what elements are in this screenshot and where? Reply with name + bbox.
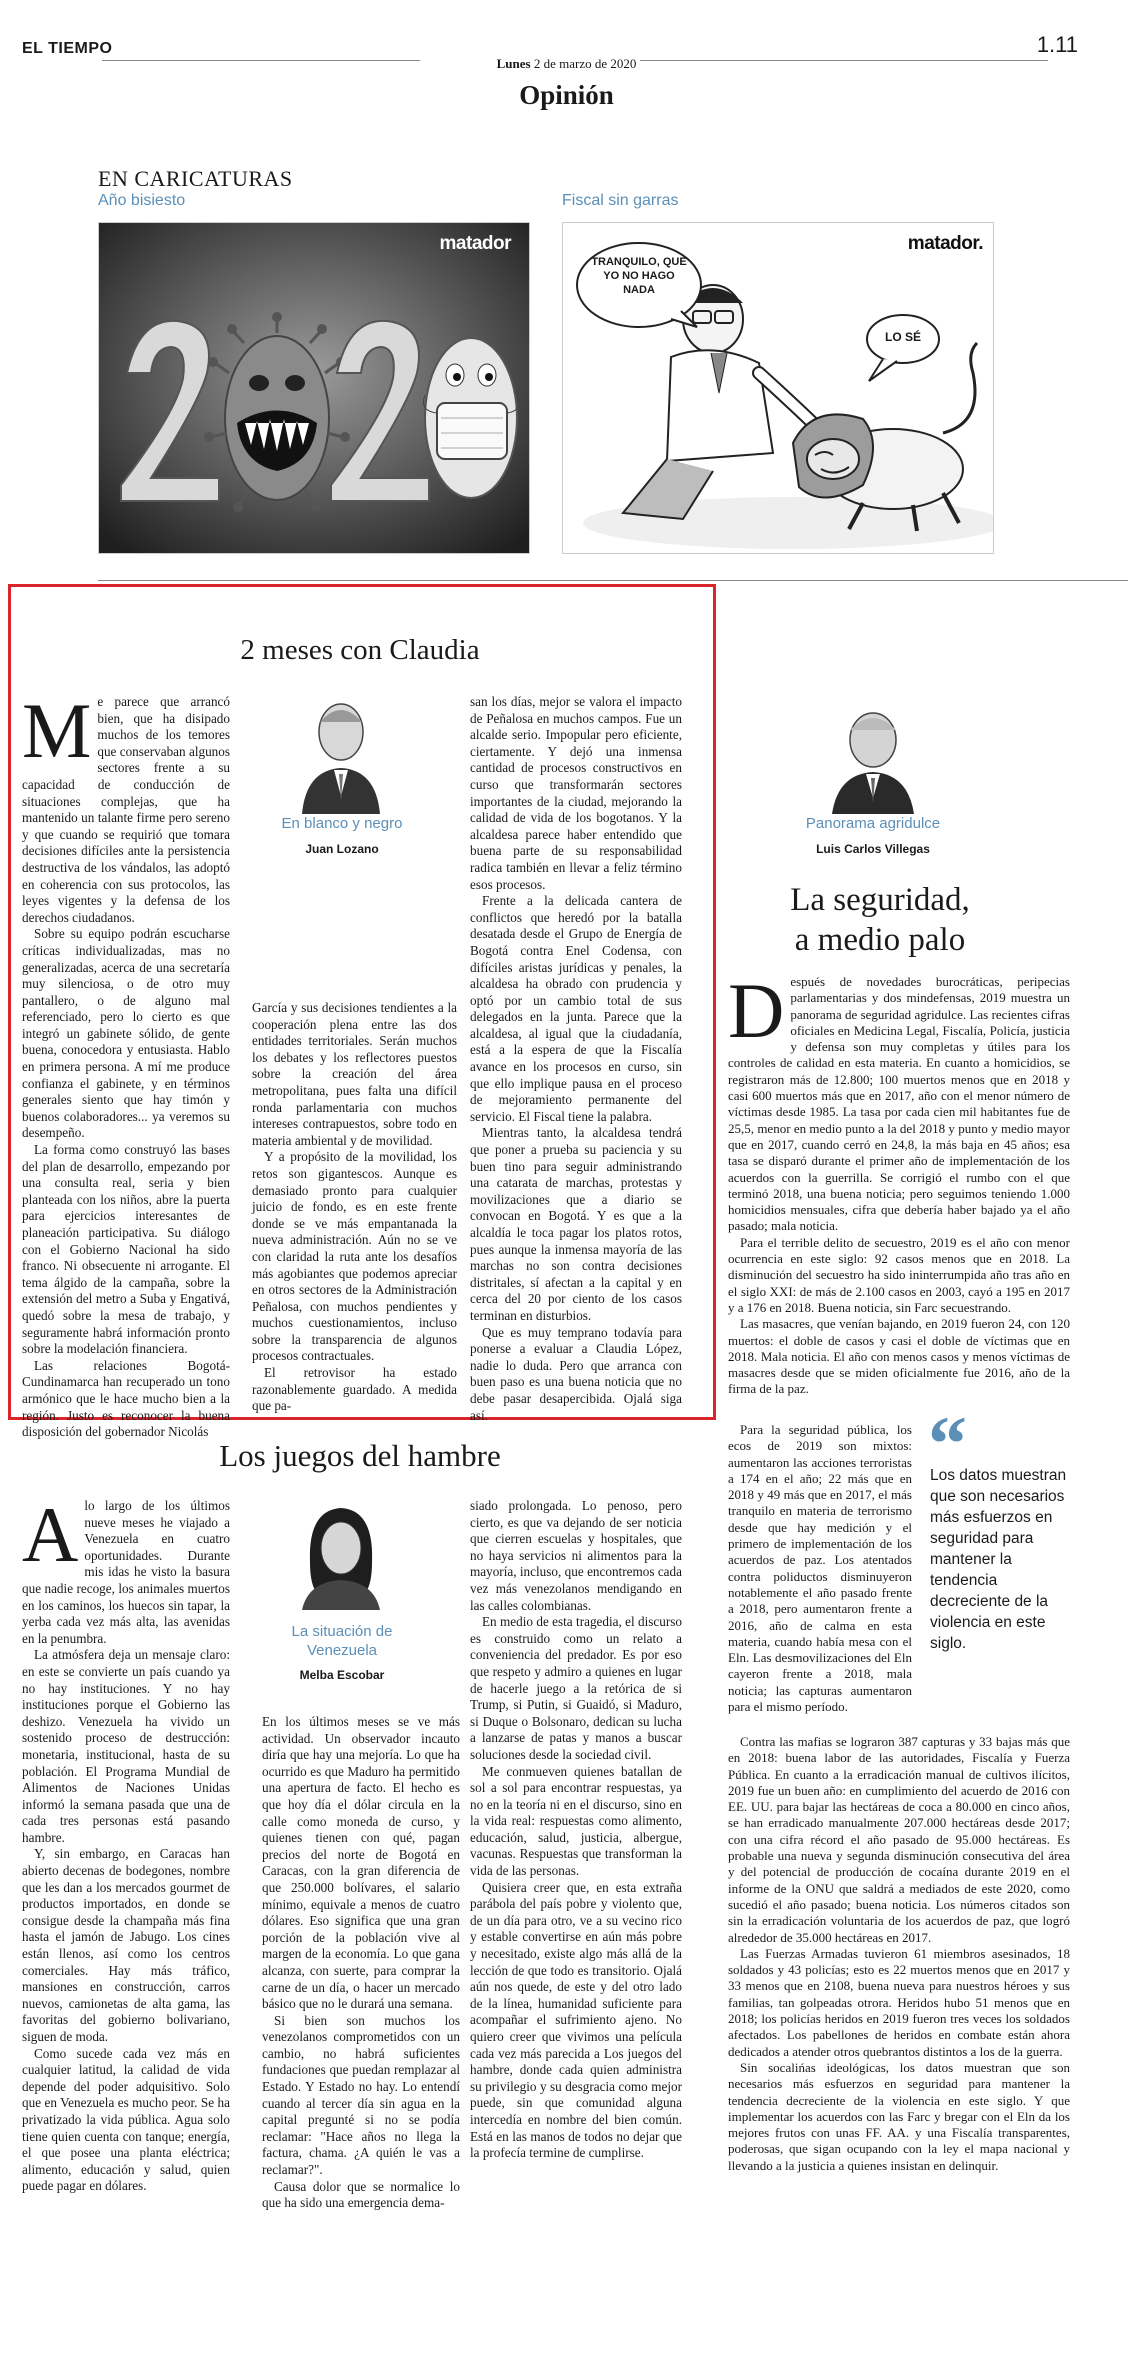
masthead: EL TIEMPO — [22, 40, 113, 57]
speech-bubble-1: TRANQUILO, QUE YO NO HAGO NADA — [591, 256, 687, 296]
article-1-col-2 — [252, 1000, 457, 1415]
page-number: 1.11 — [1036, 32, 1078, 57]
article-1-paragraph: Las relaciones Bogotá-Cundinamarca han recuperado un tono armónico que le hace mucho bien a la región. Justo es reconocer la buena disposición del gobernador Nicolás — [22, 1357, 230, 1440]
article-2-dropcap: A — [22, 1491, 79, 1578]
luis-carlos-villegas-portrait — [830, 702, 916, 814]
section-title: Opinión — [519, 80, 614, 110]
cartoon-title-1: Año bisiesto — [98, 192, 186, 209]
cartoon-signature-1: matador — [439, 233, 511, 254]
article-2-paragraph: Quisiera creer que, en esta extraña parábola del país pobre y violento que, de un día para otro, ve a su vecino rico y estable convertirse en aún más pobre y necesitado, existe algo más allá de la lección de que todo es transitorio. Ojalá aún nos quede, de este y del otro lado de la línea, humanidad suficiente para acompañar el sufrimiento ajeno. No quiero creer que vivimos una película cada vez más parecida a Los juegos del hambre, donde cada quien administra su privilegio y su desgracia como mejor puede, sin que comunidad alguna intercedía en nombre del bien común. Está en las manos de todos no dejar que la profecía termine de cumplirse. — [470, 1879, 682, 2161]
juan-lozano-portrait — [298, 692, 384, 814]
article-2-paragraph: Si bien son muchos los venezolanos comprometidos con un cambio, no habrá suficientes fundaciones que puedan remplazar al Estado. Y Estado no hay. Lo entendí cuando al tercer día sin agua en la capital pregunté si no se podía reclamar: "Hace años no llega la factura, chama. ¿A quién le vas a reclamar?". — [262, 2012, 460, 2178]
article-2-paragraph: lo largo de los últimos nueve meses he viajado a Venezuela en cuatro oportunidades. Durante mis idas he visto la basura que nadie recoge, los animales muertos en los caminos, los huecos sin tapar, la yerba cada vez más alta, las avenidas en la penumbra. — [22, 1498, 230, 1646]
cartoon-title-2: Fiscal sin garras — [562, 192, 679, 209]
article-2-paragraph: Causa dolor que se normalice lo que ha sido una emergencia dema- — [262, 2178, 460, 2211]
article-1-author: Juan Lozano — [305, 842, 379, 856]
article-3-paragraph: espués de novedades burocráticas, peripecias parlamentarias y dos mindefensas, 2019 muestra un panorama de seguridad agridulce. Las recientes cifras oficiales en Medicina Legal, Fiscalía, Policía, justicia y defensa son muy completas y útiles para los controles de calidad en esta materia. En cuanto a homicidios, se registraron más de 12.800; 100 muertos menos que en 2018 y casi 600 muertos más que en 2017, año con el menor número de víctimas desde 1985. La tasa por cada cien mil habitantes fue de 25,5, menor en medio punto a la del 2018 y punto y medio mayor que en 2017, cuando cerró en 24,8, la más baja en 45 años; esa tasa se disparó durante el primer año de implementación de los acuerdos con la guerrilla. Se corrigió el rumbo con el que terminó 2018, una buena noticia; pero seguimos teniendo 1.000 homicidios mensuales, cifra que debería haber bajado ya el año pasado; mala noticia. — [728, 974, 1070, 1234]
article-2-column-name: La situación de Venezuela — [291, 1623, 393, 1659]
article-3-col-narrow — [728, 1422, 912, 1715]
article-2-paragraph: Y, sin embargo, en Caracas han abierto decenas de bodegones, nombre que les dan a los mercados gourmet de productos importados, en donde se consigue desde la champaña más fina hasta el jamón de Jabugo. Los cines están llenos, así como los centros comerciales. Hay más tráfico, mansiones en construcción, carros nuevos, camionetas de alta gama, las favoritas del gobierno bolivariano, siguen de moda. — [22, 1846, 230, 2044]
article-1-paragraph: Mientras tanto, la alcaldesa tendrá que poner a prueba su paciencia y su buen tino para seguir administrando una catarata de marchas, protestas y movilizaciones que a diario se convocan en Bogotá. Y es que a la alcaldía le toca pagar los platos rotos, pues aunque la inmensa mayoría de las marchas no son contra decisiones distritales, sí afectan a la capital y en cerca del 20 por ciento de los casos terminan en disturbios. — [470, 1125, 682, 1323]
caricaturas-divider — [98, 580, 1128, 581]
article-3-column-name: Panorama agridulce — [805, 815, 941, 832]
article-2-col-1 — [22, 1491, 230, 2195]
article-3-paragraph: Contra las mafias se lograron 387 capturas y 33 bajas más que en 2018: buena labor de las autoridades, Fiscalía y Fuerza Pública. En cuanto a la erradicación manual de cultivos ilícitos, 2019 fue un buen año: en cumplimiento del acuerdo de 2016 con EE. UU. para bajar las hectáreas de coca a 80.000 en cinco años, se han erradicado manualmente 207.000 hectáreas desde 2017; con una cifra récord el año pasado de 95.000 hectáreas. Es probable una nueva y segunda disminución consecutiva del área y del potencial de producción de cocaína durante 2019 en el informe de la ONU que saldrá a mediados de este 2020, como sucedió el año pasado; buena noticia. Los números citados son sin la erradicación voluntaria de los acuerdos de paz, que logró alrededor de 35.000 hectáreas en 2017. — [728, 1734, 1070, 1945]
article-3-paragraph: Las Fuerzas Armadas tuvieron 61 miembros asesinados, 18 soldados y 43 policías; esto es 22 muertos menos que en 2017 y 33 menos que en 2108, buena nueva para nuestros héroes y sus familias, tan golpeadas otrora. Heridos hubo 51 menos que en 2018; los policías heridos en 2019 fueron tres veces los soldados afectados. Los pabellones de heridos en combate están ahora dedicados a atender otros quebrantos distintos a los de la guerra. — [728, 1945, 1070, 2059]
article-1-col-1 — [22, 687, 230, 1441]
article-2-paragraph: Como sucede cada vez más en cualquier latitud, la calidad de vida depende del poder adquisitivo. Solo que en Venezuela es mucho peor. Se ha privatizado la vida pública. Agua solo tiene quien cuenta con tanque; energía, el que posee una planta eléctrica; alimento, educación y salud, quien puede pagar en dólares. — [22, 2045, 230, 2194]
article-3-headline: La seguridad, a medio palo — [790, 882, 970, 958]
article-2-col-3 — [470, 1498, 682, 2162]
article-3-paragraph: Las masacres, que venían bajando, en 2019 fueron 24, con 120 muertos: el doble de casos y casi el doble de víctimas que en 2018. Mala noticia. El año con menos casos y menos víctimas de masacres desde que se miden oficialmente fue 2016, año de la firma de la paz. — [728, 1316, 1070, 1397]
article-1-column-name: En blanco y negro — [281, 815, 403, 832]
article-1-paragraph: san los días, mejor se valora el impacto de Peñalosa en muchos campos. Fue un alcalde serio. Impopular pero eficiente, ciertamente. Y dejó una inmensa cantidad de procesos constructivos en curso que transformarán sectores importantes de la ciudad, mejorando la calidad de vida de los bogotanos. Y la alcaldesa parece haber entendido que buena parte de su responsabilidad radica también en llevar a feliz término esos procesos. — [470, 694, 682, 892]
pullquote-mark: “ — [928, 1400, 967, 1487]
article-2-paragraph: La atmósfera deja un mensaje claro: en este se convierte un país cuando ya no hay instituciones. Y no hay instituciones porque el Gobierno las deshizo. Venezuela ha vivido un sostenido proceso de destrucción: monetaria, institucional, hasta de su población. El Programa Mundial de Alimentos de Naciones Unidas informó la semana pasada que una de cada tres personas está pasando hambre. — [22, 1647, 230, 1845]
article-1-headline: 2 meses con Claudia — [240, 634, 480, 666]
article-3-paragraph: Para la seguridad pública, los ecos de 2019 son mixtos: aumentaron las acciones terroristas a 174 en el año; 22 más que en 2018 y 49 más que en 2017, el más tranquilo en materia de terrorismo desde que hay medición y el primero de implementación de los acuerdos de paz. Los atentados contra poliductos disminuyeron notablemente el año pasado frente a 2018, pero aumentaron frente a 2016, año de calma en esta materia, cuando había mesa con el Eln. Las desmovilizaciones del Eln cayeron frente a 2018, mala noticia; las capturas aumentaron para el mismo período. — [728, 1422, 912, 1715]
caricaturas-heading: EN CARICATURAS — [98, 166, 293, 191]
melba-escobar-portrait — [298, 1502, 384, 1610]
article-2-paragraph: Me conmueven quienes batallan de sol a sol para encontrar respuestas, ya no en la teoría ni en el discurso, sino en la vida real: respuestas como alimento, educación, salud, justicia, albergue, vacunas. Respuestas que transforman la vida de las personas. — [470, 1763, 682, 1879]
cartoon-fiscal-sin-garras — [562, 222, 994, 554]
article-2-col-2 — [262, 1714, 460, 2212]
article-2-author: Melba Escobar — [299, 1668, 385, 1682]
article-3-col-top — [728, 967, 1070, 1398]
article-3-col-bottom — [728, 1734, 1070, 2174]
cartoon-ano-bisiesto — [98, 222, 530, 554]
article-3-paragraph: Para el terrible delito de secuestro, 2019 es el año con menor ocurrencia en este siglo: 92 casos menos que en 2018. La disminución del secuestro ha sido ininterrumpida año tras año en el siglo XXI: de más de 2.100 casos en 2003, cayó a 195 en 2017 y a 176 en 2018. Buena noticia, sin Farc secuestrando. — [728, 1234, 1070, 1315]
article-2-paragraph: En los últimos meses se ve más actividad. Un observador incauto diría que hay una mejoría. Lo que ha ocurrido es que Maduro ha permitido una apertura de facto. El hecho es que hoy día el dólar circula en la calle como moneda de curso, y quienes tienen con qué, pagan precios del norte de Bogotá en Caracas, con la gran diferencia de que 250.000 bolívares, el salario mínimo, equivale a menos de cuatro dólares. Eso significa que una gran porción de la población vive al margen de la economía. Lo que gana alcanza, con suerte, para comprar la carne de un día, o hacer un mercado básico que no le durará una semana. — [262, 1714, 460, 2012]
article-1-paragraph: Frente a la delicada cantera de conflictos que heredó por la batalla desatada desde el Grupo de Energía de Bogotá contra Enel Codensa, con difíciles aristas jurídicas y penales, la alcaldesa ha obrado con prudencia y optó por un cambio total de sus delegados en la junta. Parece que la alcaldesa, al igual que la ciudadanía, está a la espera de que la Fiscalía avance en los procesos en curso, sin que ello implique pausa en el proceso de mejoramiento permanente del servicio. El Fiscal tiene la palabra. — [470, 893, 682, 1124]
article-2-headline: Los juegos del hambre — [219, 1438, 501, 1473]
article-1-paragraph: e parece que arrancó bien, que ha disipado muchos de los temores que conservaban algunos sectores frente a su capacidad de conducción de situaciones complejas, que ha mantenido un talante firme pero sereno y que cuando se requirió que tomara decisiones difíciles ante la persistencia destructiva de los vándalos, las adoptó en coherencia con sus protocolos, las leyes vigentes y la defensa de los derechos ciudadanos. — [22, 694, 230, 925]
article-1-dropcap: M — [22, 687, 92, 774]
article-3-dropcap: D — [728, 967, 785, 1054]
article-2-paragraph: siado prolongada. Lo penoso, pero cierto, es que va dejando de ser noticia que cierren escuelas y hospitales, que no haya servicios ni alimentos para la mayoría, incluso, que encontremos cada vez más venezolanos mendigando en las calles colombianas. — [470, 1498, 682, 1613]
article-3-author: Luis Carlos Villegas — [816, 842, 930, 856]
cartoon-signature-2: matador. — [907, 233, 983, 254]
article-1-paragraph: El retrovisor ha estado razonablemente guardado. A medida que pa- — [252, 1365, 457, 1414]
issue-date: Lunes 2 de marzo de 2020 — [496, 56, 637, 71]
article-2-paragraph: En medio de esta tragedia, el discurso es construido como un relato a conveniencia del predador. Es por eso que respeto y admiro a quienes en lugar de hacerle juego a la retórica de si Trump, si Putin, si Guaidó, si Maduro, si Duque o Bolsonaro, dedican su lucha a lanzarse de patas y manos a buscar soluciones desde la sociedad civil. — [470, 1614, 682, 1762]
speech-bubble-2: LO SÉ — [884, 330, 921, 344]
article-1-paragraph: La forma como construyó las bases del plan de desarrollo, empezando por una consulta real, seria y bien planteada con los niños, abre la puerta para ejercicios interesantes de planeación participativa. Su diálogo con el Gobierno Nacional ha sido franco. Ni obsecuente ni arrogante. El tema álgido de la campaña, sobre la extensión del metro a Suba y Engativá, quedó sobre la mesa de trabajo, y seguramente habrá información pronto sobre la modelación financiera. — [22, 1142, 230, 1357]
article-1-paragraph: García y sus decisiones tendientes a la cooperación plena entre las dos entidades territoriales. Serán muchos los debates y los reflectores puestos sobre la creación del área metropolitana, pues falta una difícil ronda parlamentaria con muchos intereses contrapuestos, sobre todo en materia ambiental y de movilidad. — [252, 1000, 457, 1148]
article-1-paragraph: Que es muy temprano todavía para ponerse a evaluar a Claudia López, nadie lo duda. Pero que arranca con buen paso es una buena noticia que no debe pasar desapercibida. Ojalá siga así. — [470, 1324, 682, 1423]
article-1-col-3 — [470, 694, 682, 1424]
cartoon-ano-bisiesto-art — [99, 223, 529, 553]
article-1-paragraph: Y a propósito de la movilidad, los retos son gigantescos. Aunque es demasiado pronto para cualquier juicio de fondo, es en este frente donde se ve más empantanada la nueva administración. Aún no se ve con claridad la ruta ante los desafíos más agobiantes que podemos apreciar en otros sectores de la Administración Peñalosa, con muchos pendientes y muchos cuestionamientos, incluso sobre la transparencia de algunos procesos contractuales. — [252, 1149, 457, 1364]
article-3-paragraph: Sin socalińas ideológicas, los datos muestran que son necesarios más esfuerzos en seguridad para mantener la tendencia decreciente de la violencia en este siglo. Y que implementar los acuerdos con las Farc y bregar con el Eln da los mejores frutos con unas FF. AA. y una Fiscalía transparentes, poderosas, que sigan ocupando con la ley el mapa nacional y llevando a la justicia a quienes insistan en delinquir. — [728, 2059, 1070, 2173]
article-1-paragraph: Sobre su equipo podrán escucharse críticas individualizadas, mas no generalizadas, acerca de una secretaría muy silenciosa, o de otro muy pantallero, o de alguno mal referenciado, pero lo cierto es que integró un gabinete sólido, de gente buena, conocedora y entusiasta. Hablo en primera persona. A mí me produce confianza el gabinete, y en términos generales siento que hay timón y buenos colaboradores... ya veremos su desempeño. — [22, 926, 230, 1141]
article-3-pullquote: Los datos muestran que son necesarios más esfuerzos en seguridad para mantener la tendencia decreciente de la violencia en este siglo. — [930, 1467, 1067, 1652]
